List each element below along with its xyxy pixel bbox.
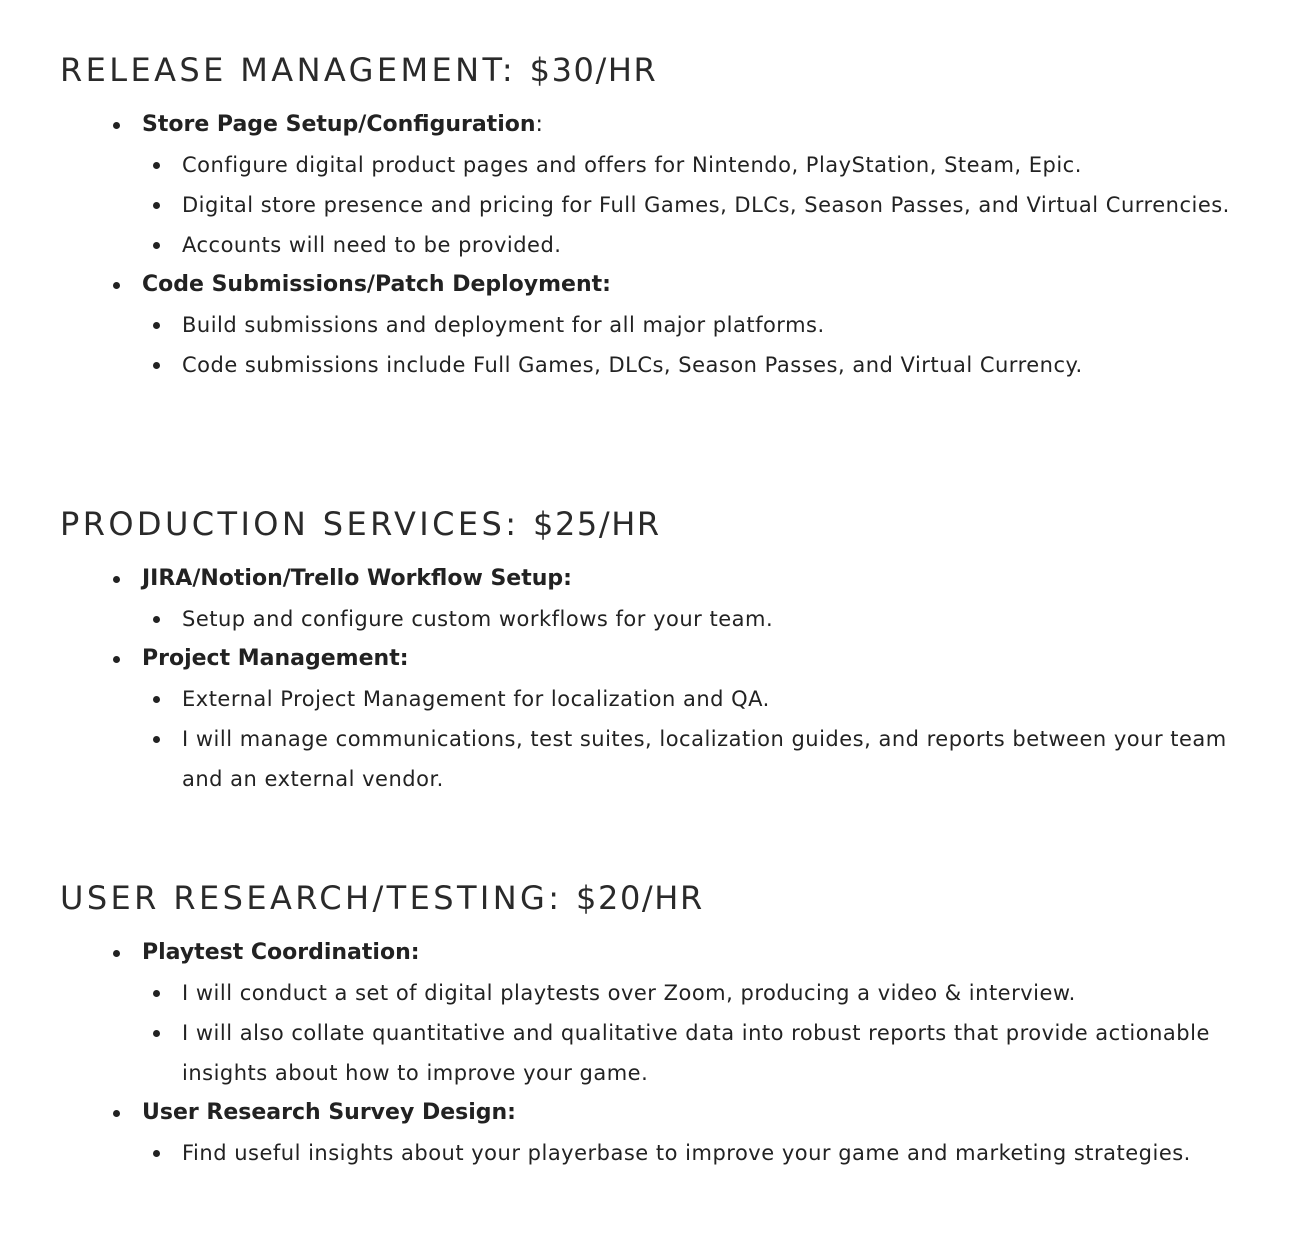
bullet-icon: [153, 242, 160, 249]
section-price: $25/HR: [532, 505, 661, 543]
detail-text: I will manage communications, test suites, localization guides, and reports between your team and an external vendor.: [182, 727, 1227, 791]
detail-item: [60, 679, 1260, 719]
detail-text: Build submissions and deployment for all major platforms.: [182, 313, 825, 337]
bullet-icon: [113, 576, 120, 583]
detail-text: I will conduct a set of digital playtests over Zoom, producing a video & interview.: [182, 981, 1076, 1005]
section-release-management: [60, 50, 1260, 385]
bullet-icon: [153, 322, 160, 329]
detail-list: [142, 599, 1260, 639]
detail-text: I will also collate quantitative and qualitative data into robust reports that provide actionable insights about how to improve your game.: [182, 1021, 1210, 1085]
bullet-icon: [113, 282, 120, 289]
service-list: [60, 933, 1260, 1173]
bullet-icon: [153, 616, 160, 623]
detail-item: [60, 1013, 1260, 1093]
detail-list: [142, 305, 1260, 385]
bullet-icon: [153, 990, 160, 997]
service-title: Project Management:: [142, 646, 409, 671]
section-production-services: [60, 504, 1260, 799]
bullet-icon: [113, 656, 120, 663]
bullet-icon: [113, 950, 120, 957]
bullet-icon: [153, 362, 160, 369]
section-user-research-testing: [60, 878, 1260, 1173]
bullet-icon: [113, 1110, 120, 1117]
section-title: RELEASE MANAGEMENT:: [60, 51, 517, 89]
bullet-icon: [113, 122, 120, 129]
detail-text: External Project Management for localization and QA.: [182, 687, 770, 711]
detail-item: [60, 973, 1260, 1013]
bullet-icon: [153, 162, 160, 169]
service-item: [60, 105, 1260, 265]
service-title: User Research Survey Design:: [142, 1100, 516, 1125]
service-item: [60, 1093, 1260, 1173]
section-price: $30/HR: [529, 51, 658, 89]
service-list: [60, 105, 1260, 385]
detail-text: Accounts will need to be provided.: [182, 233, 562, 257]
service-list: [60, 559, 1260, 799]
detail-text: Find useful insights about your playerbase to improve your game and marketing strategies.: [182, 1141, 1191, 1165]
section-heading: [60, 878, 1260, 918]
detail-list: [142, 1133, 1260, 1173]
service-item: [60, 933, 1260, 1093]
bullet-icon: [153, 736, 160, 743]
bullet-icon: [153, 202, 160, 209]
detail-item: [60, 225, 1260, 265]
section-title: PRODUCTION SERVICES:: [60, 505, 520, 543]
detail-text: Setup and configure custom workflows for your team.: [182, 607, 774, 631]
service-item: [60, 265, 1260, 385]
service-title: Store Page Setup/Configuration:: [142, 112, 543, 137]
section-heading: [60, 504, 1260, 544]
service-title: Code Submissions/Patch Deployment:: [142, 272, 611, 297]
service-title: Playtest Coordination:: [142, 940, 420, 965]
detail-item: [60, 305, 1260, 345]
detail-list: [142, 145, 1260, 265]
detail-item: [60, 345, 1260, 385]
detail-list: [142, 679, 1260, 799]
service-item: [60, 559, 1260, 639]
detail-text: Code submissions include Full Games, DLCs, Season Passes, and Virtual Currency.: [182, 353, 1083, 377]
detail-item: [60, 145, 1260, 185]
detail-item: [60, 599, 1260, 639]
section-price: $20/HR: [576, 879, 704, 917]
detail-item: [60, 1133, 1260, 1173]
bullet-icon: [153, 1150, 160, 1157]
detail-item: [60, 719, 1260, 799]
bullet-icon: [153, 1030, 160, 1037]
service-item: [60, 639, 1260, 799]
service-title: JIRA/Notion/Trello Workflow Setup:: [142, 566, 572, 591]
section-heading: [60, 50, 1260, 90]
bullet-icon: [153, 696, 160, 703]
section-title: USER RESEARCH/TESTING:: [60, 879, 563, 917]
detail-text: Digital store presence and pricing for Full Games, DLCs, Season Passes, and Virtual Currencies.: [182, 193, 1230, 217]
detail-item: [60, 185, 1260, 225]
detail-list: [142, 973, 1260, 1093]
detail-text: Configure digital product pages and offers for Nintendo, PlayStation, Steam, Epic.: [182, 153, 1082, 177]
